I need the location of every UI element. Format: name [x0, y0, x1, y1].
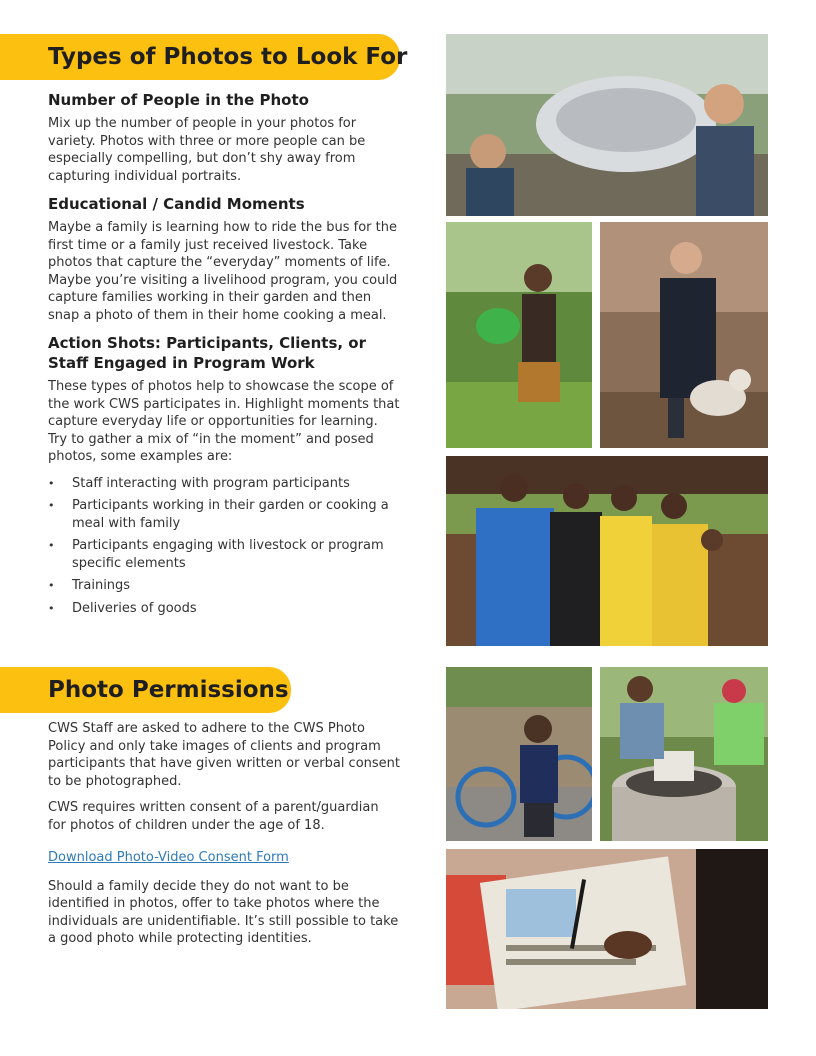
photo-woman-with-goat	[600, 222, 768, 448]
list-item: • Participants working in their garden or cooking a meal with family	[48, 497, 400, 532]
photo-child-with-bicycle	[446, 667, 592, 841]
permissions-content	[48, 720, 400, 957]
examples-list	[48, 475, 400, 618]
photo-signing-consent-form	[446, 849, 768, 1009]
paragraph: CWS Staff are asked to adhere to the CWS Photo Policy and only take images of clients and program participants that have given written or verbal consent to be photographed.	[48, 721, 401, 789]
photo-woman-watering-garden	[446, 222, 592, 448]
block-text: Maybe a family is learning how to ride the bus for the first time or a family just received livestock. Take photos that capture the “everyday” moments of life. Maybe you’re visiting a livelihood program, you could capture families working in their garden and then snap a photo of them in their home cooking a meal.	[48, 220, 398, 323]
block-text: These types of photos help to showcase the scope of the work CWS participates in. Highlight moments that capture everyday life or opportunities for learning. Try to gather a mix of “in the moment” and posed photos, some examples are:	[48, 379, 400, 464]
consent-form-download-link[interactable]: Download Photo-Video Consent Form	[48, 850, 289, 865]
list-item: • Trainings	[48, 577, 400, 595]
list-item: • Staff interacting with program participants	[48, 475, 400, 493]
photo-types-content	[48, 90, 400, 622]
list-item: • Participants engaging with livestock or program specific elements	[48, 537, 400, 572]
list-item: • Deliveries of goods	[48, 600, 400, 618]
section-title-banner	[0, 667, 291, 713]
block-heading: Number of People in the Photo	[48, 91, 309, 109]
photo-volunteers-carrying-bundle	[446, 34, 768, 216]
photo-group-of-women	[446, 456, 768, 646]
paragraph: Should a family decide they do not want to be identified in photos, offer to take photos where the individuals are unidentifiable. It’s still possible to take a good photo while protecting identities.	[48, 878, 399, 946]
section-title: Photo Permissions	[48, 677, 289, 703]
photo-well-construction	[600, 667, 768, 841]
block-text: Mix up the number of people in your photos for variety. Photos with three or more people can be especially compelling, but don’t shy away from capturing individual portraits.	[48, 116, 366, 184]
block-heading: Action Shots: Participants, Clients, or Staff Engaged in Program Work	[48, 334, 367, 372]
block-heading: Educational / Candid Moments	[48, 195, 305, 213]
paragraph: CWS requires written consent of a parent/guardian for photos of children under the age of 18.	[48, 800, 379, 833]
section-title-banner	[0, 34, 408, 80]
section-title: Types of Photos to Look For	[48, 44, 408, 70]
